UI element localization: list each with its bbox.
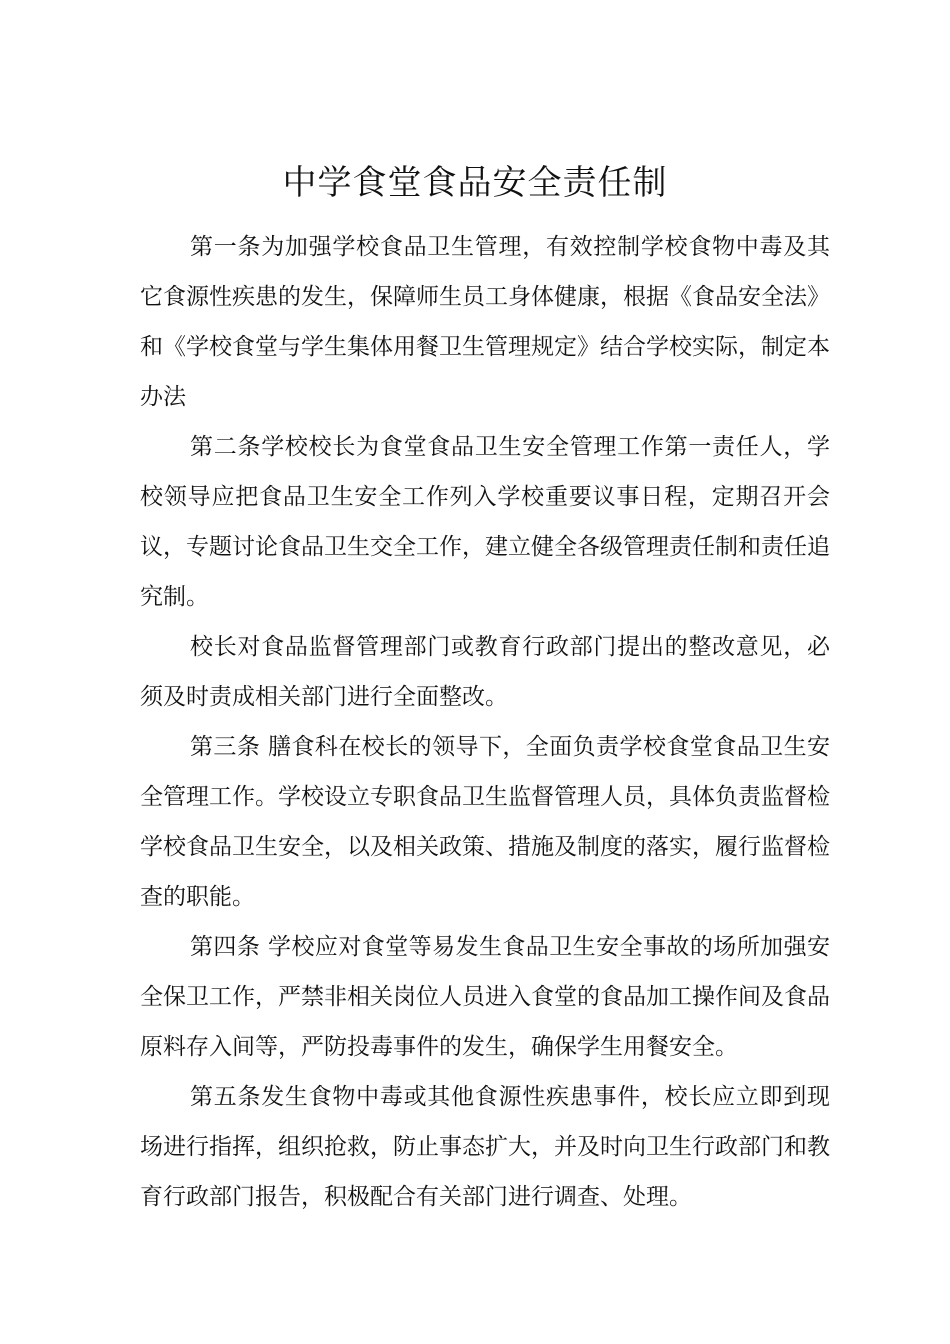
paragraph-article-1: 第一条为加强学校食品卫生管理，有效控制学校食物中毒及其它食源性疾患的发生，保障师生员工身体健康，根据《食品安全法》和《学校食堂与学生集体用餐卫生管理规定》结合学校实际，制定本办法 [140,234,830,410]
document-title: 中学食堂食品安全责任制 [282,162,668,203]
paragraph-article-4: 第四条 学校应对食堂等易发生食品卫生安全事故的场所加强安全保卫工作，严禁非相关岗位人员进入食堂的食品加工操作间及食品原料存入间等，严防投毒事件的发生，确保学生用餐安全。 [140,934,830,1060]
paragraph-article-5: 第五条发生食物中毒或其他食源性疾患事件，校长应立即到现场进行指挥，组织抢救，防止事态扩大，并及时向卫生行政部门和教育行政部门报告，积极配合有关部门进行调查、处理。 [140,1084,830,1210]
paragraph-article-3: 第三条 膳食科在校长的领导下，全面负责学校食堂食品卫生安全管理工作。学校设立专职食品卫生监督管理人员，具体负责监督检 学校食品卫生安全，以及相关政策、措施及制度的落实，履行监督检查的职能。 [140,734,830,910]
paragraph-principal-rectification: 校长对食品监督管理部门或教育行政部门提出的整改意见，必须及时责成相关部门进行全面整改。 [140,634,830,710]
document-body [140,222,830,1222]
paragraph-article-2: 第二条学校校长为食堂食品卫生安全管理工作第一责任人，学校领导应把食品卫生安全工作列入学校重要议事日程，定期召开会议，专题讨论食品卫生交全工作，建立健全各级管理责任制和责任追究制。 [140,434,830,610]
